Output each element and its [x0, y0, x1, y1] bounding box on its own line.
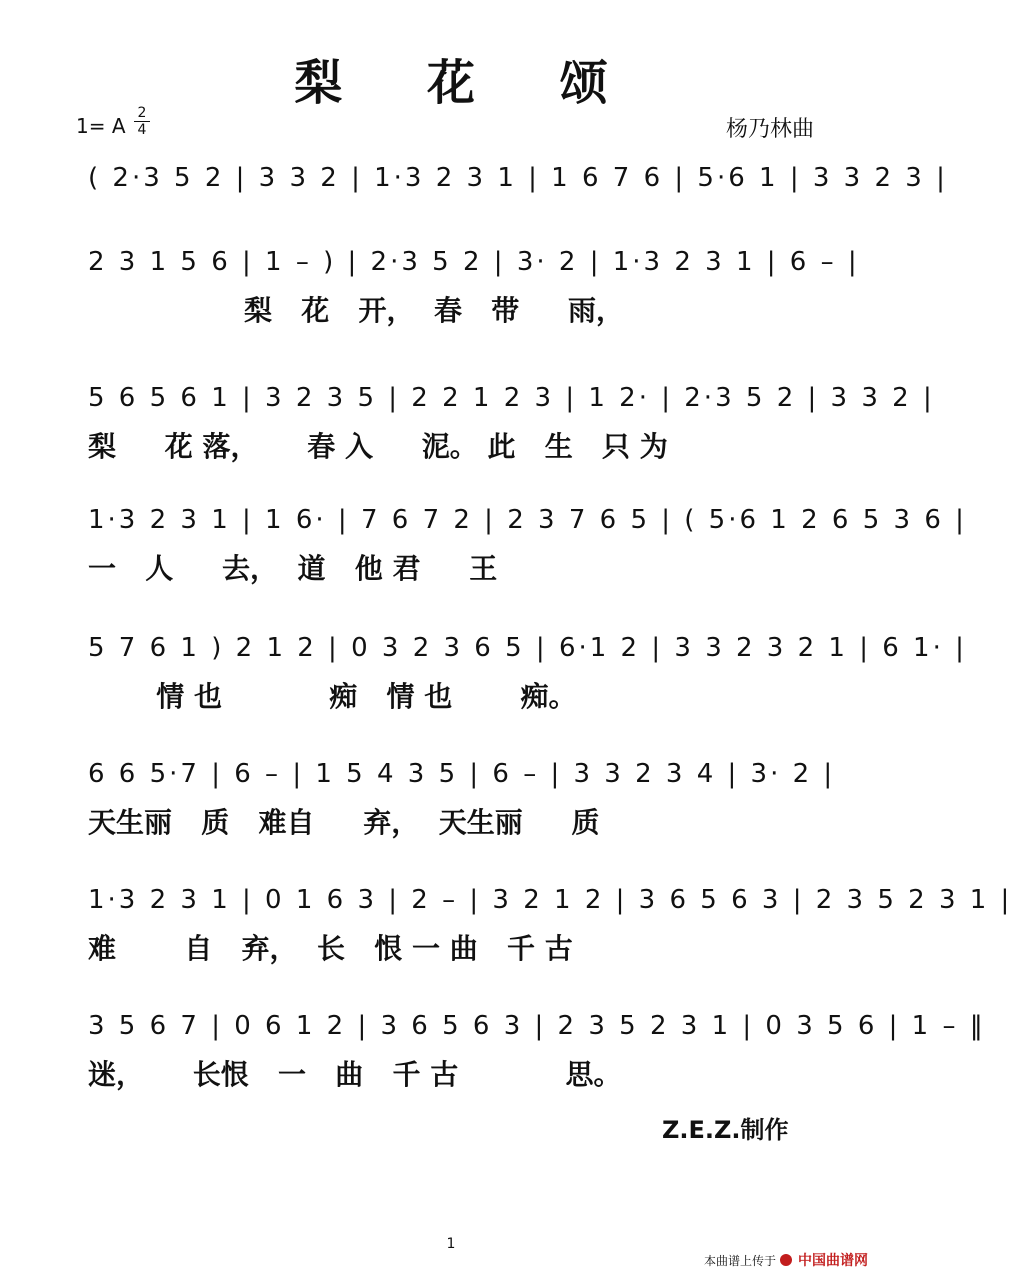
footer — [704, 1250, 868, 1270]
arranger-credit: Z.E.Z.制作 — [662, 1116, 789, 1144]
key-signature: 1= A — [76, 114, 126, 138]
meter-bottom: 4 — [137, 122, 147, 138]
notation-line-5: 5 7 6 1 ) 2 1 2 | 0 3 2 3 6 5 | 6·1 2 | 3 3 2 3 2 1 | 6 1· | — [88, 633, 967, 663]
lyrics-line-3: 梨 花 落， 春 入 泥。 此 生 只 为 — [88, 430, 668, 463]
site-logo-icon — [780, 1254, 792, 1266]
notation-line-1: ( 2·3 5 2 | 3 3 2 | 1·3 2 3 1 | 1 6 7 6 | 5·6 1 | 3 3 2 3 | — [88, 163, 948, 193]
footer-upload-text: 本曲谱上传于 — [704, 1254, 777, 1268]
lyrics-line-7: 难 自 弃， 长 恨 一 曲 千 古 — [88, 932, 573, 965]
song-title: 梨 花 颂 — [294, 55, 642, 111]
score-line-7 — [88, 880, 1012, 972]
notation-line-4: 1·3 2 3 1 | 1 6· | 7 6 7 2 | 2 3 7 6 5 | ( 5·6 1 2 6 5 3 6 | — [88, 505, 967, 535]
notation-line-6: 6 6 5·7 | 6 – | 1 5 4 3 5 | 6 – | 3 3 2 3 4 | 3· 2 | — [88, 759, 836, 789]
page-number: 1 — [446, 1236, 456, 1252]
time-signature — [134, 106, 150, 137]
lyrics-line-4: 一 人 去， 道 他 君 王 — [88, 552, 498, 585]
score-line-2 — [88, 242, 860, 334]
footer-site-name[interactable]: 中国曲谱网 — [798, 1253, 869, 1269]
score-line-4 — [88, 500, 967, 592]
notation-line-8: 3 5 6 7 | 0 6 1 2 | 3 6 5 6 3 | 2 3 5 2 3 1 | 0 3 5 6 | 1 – ‖ — [88, 1011, 986, 1041]
score-line-1 — [88, 158, 948, 250]
score-line-8 — [88, 1006, 986, 1098]
notation-line-2: 2 3 1 5 6 | 1 – ) | 2·3 5 2 | 3· 2 | 1·3 2 3 1 | 6 – | — [88, 247, 860, 277]
score-line-3 — [88, 378, 935, 470]
score-line-6 — [88, 754, 836, 846]
notation-line-7: 1·3 2 3 1 | 0 1 6 3 | 2 – | 3 2 1 2 | 3 6 5 6 3 | 2 3 5 2 3 1 | — [88, 885, 1012, 915]
lyrics-line-5: 情 也 痴 情 也 痴。 — [88, 680, 577, 713]
meter-top: 2 — [137, 105, 147, 121]
lyrics-line-2: 梨 花 开， 春 带 雨， — [88, 294, 624, 327]
notation-line-3: 5 6 5 6 1 | 3 2 3 5 | 2 2 1 2 3 | 1 2· | 2·3 5 2 | 3 3 2 | — [88, 383, 935, 413]
composer-credit: 杨乃林曲 — [726, 117, 815, 142]
score-line-5 — [88, 628, 967, 720]
lyrics-line-6: 天生丽 质 难自 弃， 天生丽 质 — [88, 806, 600, 839]
lyrics-line-8: 迷， 长恨 一 曲 千 古 思。 — [88, 1058, 622, 1091]
